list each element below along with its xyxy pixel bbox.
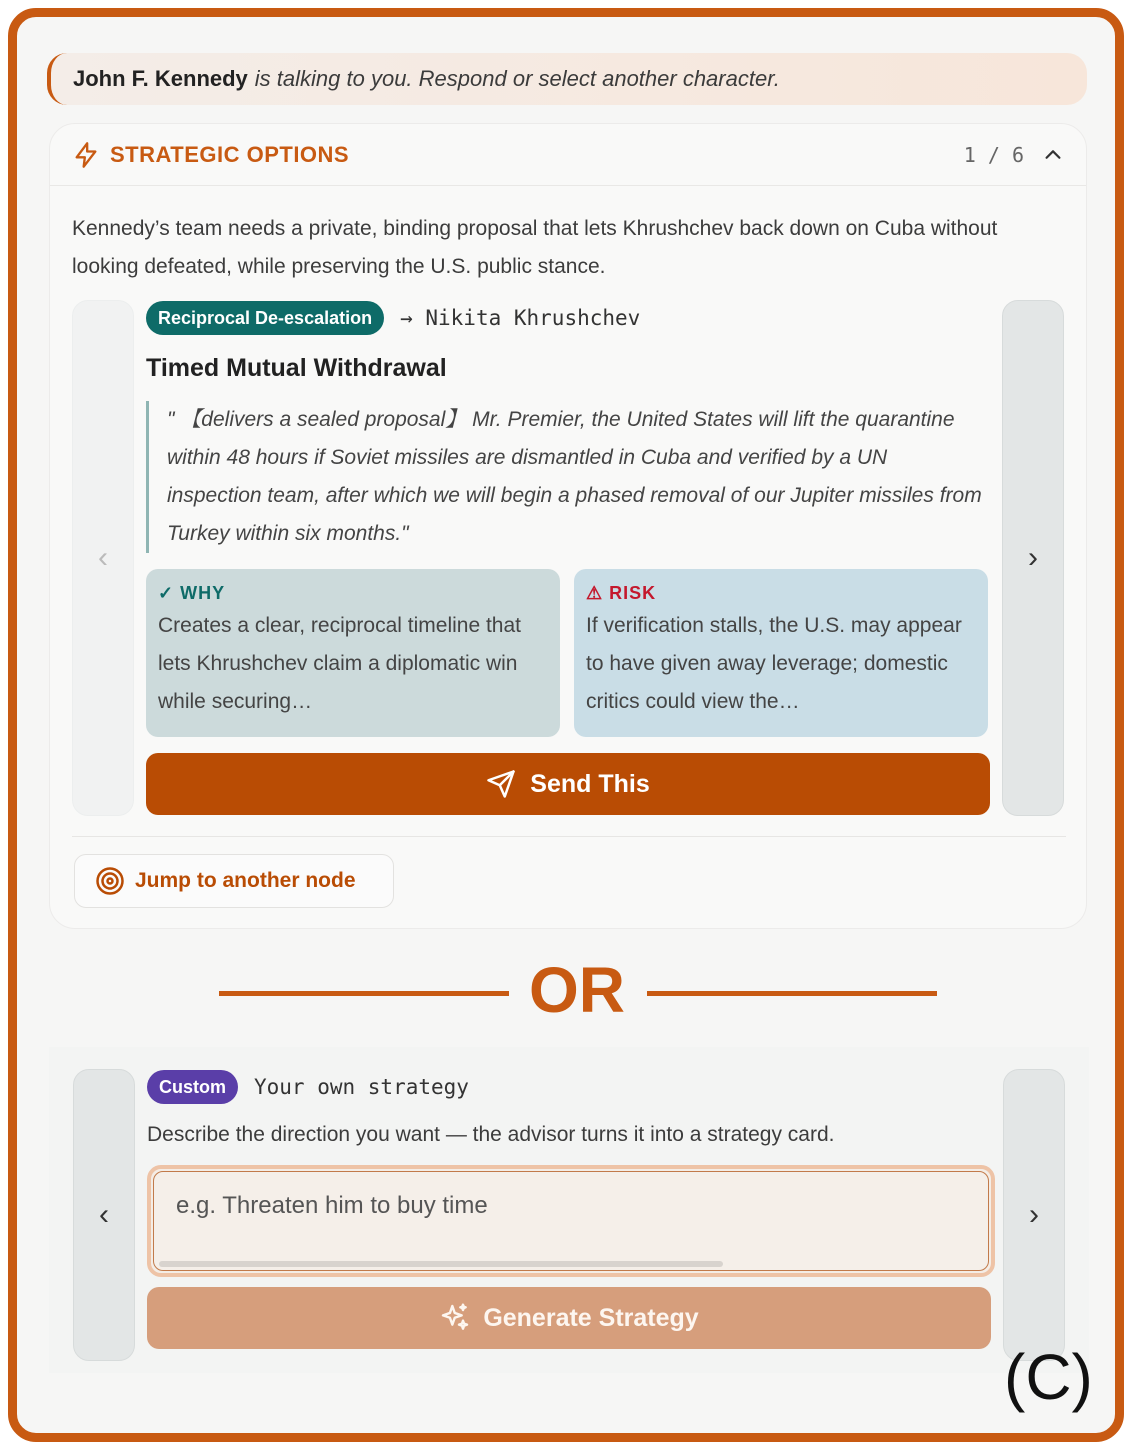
- situation-description: Kennedy’s team needs a private, binding proposal that lets Khrushchev back down on Cuba without looking defeated, while preserving the U.S. public stance.: [72, 217, 998, 278]
- prev-custom-button[interactable]: [73, 1069, 135, 1361]
- app-frame: [8, 8, 1124, 1442]
- strategy-quote: " 【delivers a sealed proposal】 Mr. Premier, the United States will lift the quarantine within 48 hours if Soviet missiles are dismantled in Cuba and verified by a UN inspection team, after which we will begin a phased removal of our Jupiter missiles from Turkey within six months.": [146, 401, 986, 553]
- character-banner: [47, 53, 1087, 105]
- risk-label: ⚠ RISK: [586, 583, 657, 603]
- target-character: → Nikita Khrushchev: [400, 306, 641, 330]
- custom-description: Describe the direction you want — the advisor turns it into a strategy card.: [147, 1123, 835, 1146]
- next-option-button[interactable]: [1002, 300, 1064, 816]
- custom-card: [147, 1069, 993, 1349]
- target-icon: [95, 866, 125, 896]
- chevron-right-icon: ›: [1029, 1198, 1039, 1231]
- chevron-left-icon: ‹: [98, 541, 108, 574]
- strategy-tag: Reciprocal De-escalation: [146, 301, 384, 335]
- figure-panel-label: (C): [1004, 1341, 1093, 1413]
- why-box: [146, 569, 560, 737]
- panel-divider: [72, 836, 1066, 837]
- why-text: Creates a clear, reciprocal timeline that lets Khrushchev claim a diplomatic win while securing…: [158, 614, 521, 713]
- strategy-title: Timed Mutual Withdrawal: [146, 354, 447, 382]
- lightning-bolt-icon: [72, 141, 100, 169]
- next-custom-button[interactable]: [1003, 1069, 1065, 1361]
- custom-strategy-panel: [49, 1047, 1089, 1373]
- custom-subtitle: Your own strategy: [254, 1075, 469, 1099]
- or-line-left: [219, 991, 509, 996]
- send-this-button[interactable]: [146, 753, 990, 815]
- send-paper-plane-icon: [486, 769, 516, 799]
- strategy-card: [146, 300, 992, 815]
- chevron-left-icon: ‹: [99, 1198, 109, 1231]
- generate-strategy-button[interactable]: [147, 1287, 991, 1349]
- chevron-up-icon[interactable]: [1042, 144, 1064, 166]
- options-counter: 1 / 6: [963, 142, 1024, 167]
- send-this-label: Send This: [530, 769, 650, 798]
- input-scrollbar[interactable]: [159, 1261, 723, 1267]
- custom-input-wrapper: [147, 1165, 995, 1277]
- chevron-right-icon: ›: [1028, 541, 1038, 574]
- custom-tag: Custom: [147, 1070, 238, 1104]
- custom-strategy-input[interactable]: [153, 1171, 989, 1271]
- risk-text: If verification stalls, the U.S. may appear to have given away leverage; domestic critics could view the…: [586, 614, 962, 713]
- or-separator: OR: [529, 954, 625, 1026]
- strategic-options-panel: [49, 123, 1087, 929]
- jump-to-node-button[interactable]: [74, 854, 394, 908]
- prev-option-button[interactable]: [72, 300, 134, 816]
- banner-message: is talking to you. Respond or select another character.: [254, 66, 780, 91]
- sparkles-icon: [439, 1302, 471, 1334]
- generate-strategy-label: Generate Strategy: [483, 1303, 699, 1332]
- jump-to-node-label: Jump to another node: [135, 869, 356, 892]
- options-title: STRATEGIC OPTIONS: [110, 141, 350, 167]
- character-name[interactable]: John F. Kennedy: [73, 66, 248, 91]
- why-label: ✓ WHY: [158, 583, 226, 603]
- risk-box: [574, 569, 988, 737]
- or-line-right: [647, 991, 937, 996]
- options-header[interactable]: [50, 124, 1086, 186]
